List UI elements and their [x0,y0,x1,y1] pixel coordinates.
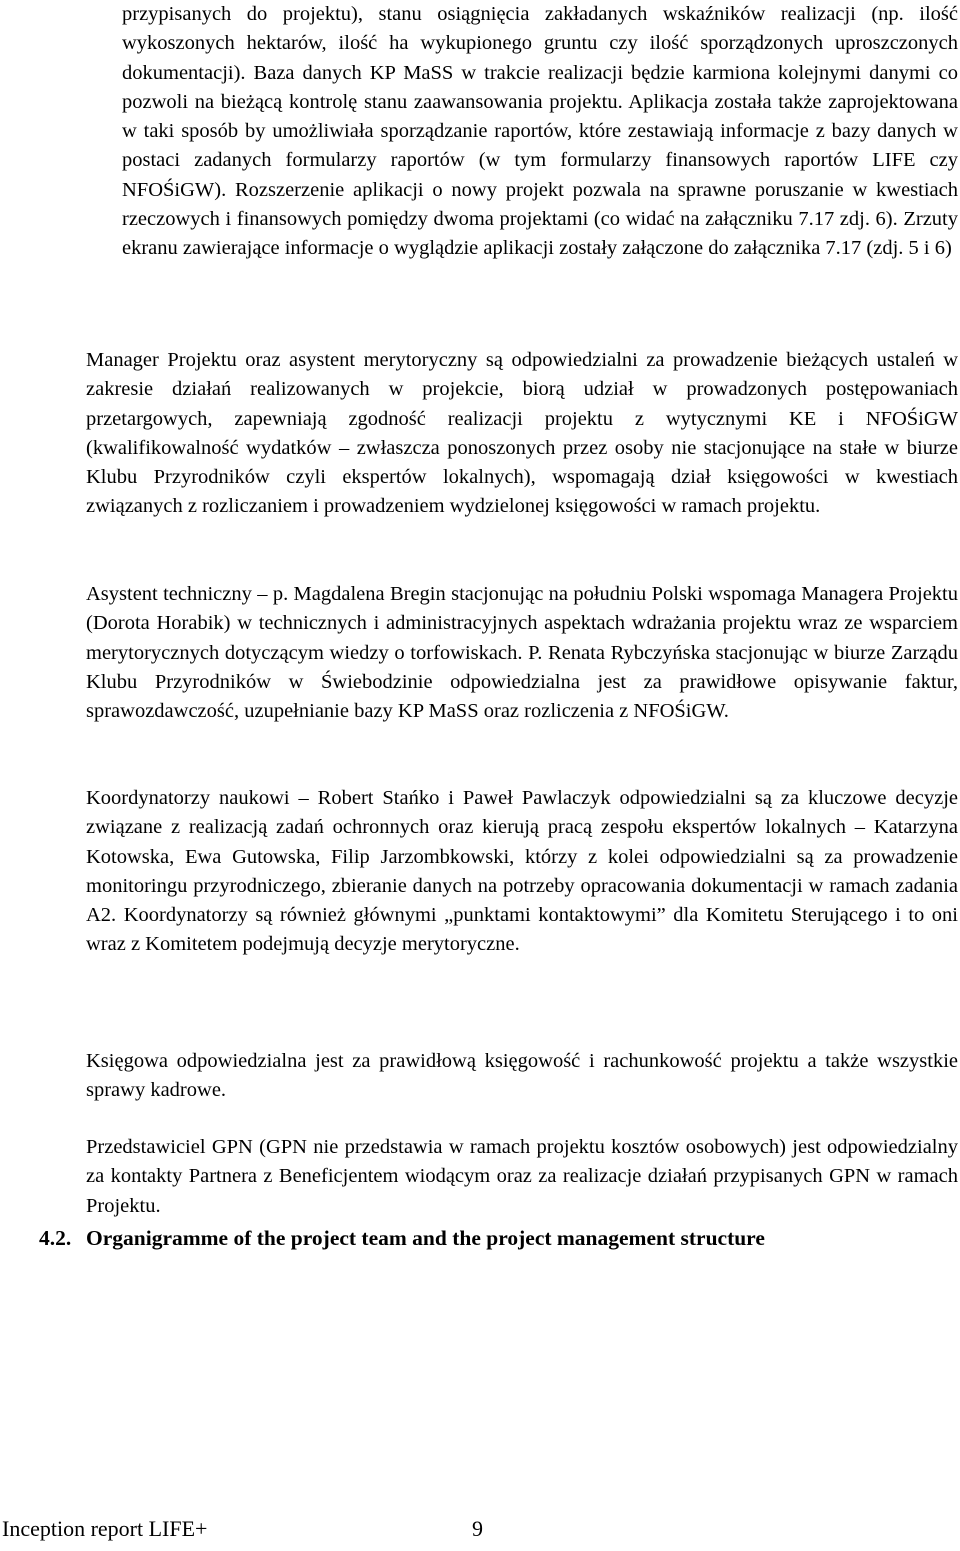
section-heading [39,1226,939,1251]
paragraph-accountant: Księgowa odpowiedzialna jest za prawidłową księgowość i rachunkowość projektu a także wszystkie sprawy kadrowe. [86,1050,958,1102]
section-title: Organigramme of the project team and the project management structure [86,1226,765,1250]
paragraph-scientific-coordinators: Koordynatorzy naukowi – Robert Stańko i Paweł Pawlaczyk odpowiedzialni są za kluczowe decyzje związane z realizacją zadań ochronnych oraz kierują pracą zespołu ekspertów lokalnych – Katarzyna Kotowska, Ewa Gutowska, Filip Jarzombkowski, którzy z kolei odpowiedzialni są za prowadzenie monitoringu przyrodniczego, zbieranie danych na potrzeby opracowania dokumentacji w ramach zadania A2. Koordynatorzy są również głównymi „punktami kontaktowymi” dla Komitetu Sterującego i to oni wraz z Komitetem podejmują decyzje merytoryczne. [86,787,958,956]
paragraph-project-manager: Manager Projektu oraz asystent merytoryczny są odpowiedzialni za prowadzenie bieżących ustaleń w zakresie działań realizowanych w projekcie, biorą udział w prowadzonych postępowaniach przetargowych, zapewniają zgodność realizacji projektu z wytycznymi KE i NFOŚiGW (kwalifikowalność wydatków – zwłaszcza ponoszonych przez osoby nie stacjonujące na stałe w biurze Klubu Przyrodników czyli ekspertów lokalnych), wspomagają dział księgowości w kwestiach związanych z rozliczaniem i prowadzeniem wydzielonej księgowości w ramach projektu. [86,349,958,518]
section-number: 4.2. [39,1226,72,1250]
paragraph-gpn-representative: Przedstawiciel GPN (GPN nie przedstawia w ramach projektu kosztów osobowych) jest odpowiedzialny za kontakty Partnera z Beneficjentem wiodącym oraz za realizacje działań przypisanych GPN w ramach Projektu. [86,1136,958,1217]
footer-page-number: 9 [472,1516,483,1541]
footer-report-name: Inception report LIFE+ [2,1516,208,1541]
paragraph-database-application: przypisanych do projektu), stanu osiągnięcia zakładanych wskaźników realizacji (np. ilość wykoszonych hektarów, ilość ha wykupionego gruntu czy ilość sporządzonych uproszczonych dokumentacji). Baza danych KP MaSS w trakcie realizacji będzie karmiona kolejnymi danymi co pozwoli na bieżącą kontrolę stanu zaawansowania projektu. Aplikacja została także zaprojektowana w taki sposób by umożliwiała sporządzanie raportów, które zestawiają informacje z bazy danych w postaci zadanych formularzy raportów (w tym formularzy finansowych raportów LIFE czy NFOŚiGW). Rozszerzenie aplikacji o nowy projekt pozwala na sprawne poruszanie w kwestiach rzeczowych i finansowych pomiędzy dwoma projektami (co widać na załączniku 7.17 zdj. 6). Zrzuty ekranu zawierające informacje o wyglądzie aplikacji zostały załączone do załącznika 7.17 (zdj. 5 i 6) [122,3,958,260]
paragraph-technical-assistant: Asystent techniczny – p. Magdalena Bregin stacjonując na południu Polski wspomaga Managera Projektu (Dorota Horabik) w technicznych i administracyjnych aspektach wdrażania projektu wraz ze wsparciem merytorycznych dotyczącym wiedzy o torfowiskach. P. Renata Rybczyńska stacjonując w biurze Zarządu Klubu Przyrodników w Świebodzinie odpowiedzialna jest za prawidłowe opisywanie faktur, sprawozdawczość, uzupełnianie bazy KP MaSS oraz rozliczenia z NFOŚiGW. [86,583,958,723]
